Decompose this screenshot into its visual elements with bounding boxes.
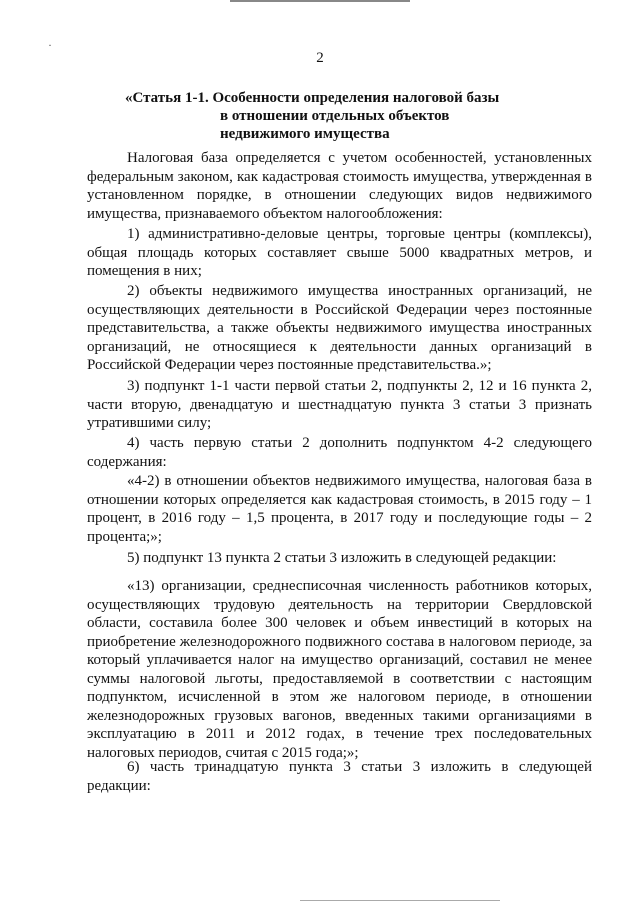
paragraph-item-4: 4) часть первую статьи 2 дополнить подпунктом 4-2 следующего содержания: — [87, 435, 592, 470]
page-number: 2 — [316, 50, 324, 66]
paragraph-item-3: 3) подпункт 1-1 части первой статьи 2, подпункты 2, 12 и 16 пункта 2, части вторую, двенадцатую и шестнадцатую пункта 3 статьи 3 признать утратившими силу; — [87, 378, 592, 431]
heading-line-3: недвижимого имущества — [220, 126, 390, 142]
paragraph-item-6: 6) часть тринадцатую пункта 3 статьи 3 изложить в следующей редакции: — [87, 759, 592, 794]
scan-speck: · — [48, 38, 52, 52]
scan-top-edge — [230, 0, 410, 2]
paragraph-item-4-2: «4-2) в отношении объектов недвижимого имущества, налоговая база в отношении которых определяется как кадастровая стоимость, в 2015 году – 1 процент, в 2016 году – 1,5 процента, в 2017 году и последующие годы – 2 процента;»; — [87, 473, 592, 545]
paragraph-item-2: 2) объекты недвижимого имущества иностранных организаций, не осуществляющих деятельности в Российской Федерации через постоянные представительства, а также объекты недвижимого имущества иностранных организаций, не относящиеся к деятельности данных организаций в Российской Федерации через постоянные представительства.»; — [87, 283, 592, 373]
scan-bottom-edge — [300, 900, 500, 901]
paragraph-item-13: «13) организации, среднесписочная численность работников которых, осуществляющих трудовую деятельность на территории Свердловской области, составила более 300 человек и объем инвестиций в которых на приобретение железнодорожного подвижного состава в налоговом периоде, за который уплачивается налог на имущество организаций, составил не менее суммы налоговой льготы, предоставляемой в соответствии с настоящим подпунктом, исчисленной в этом же налоговом периоде, в отношении железнодорожных грузовых вагонов, введенных такими организациями в эксплуатацию в 2011 и 2012 годах, в течение трех последовательных налоговых периодов, считая с 2015 года;»; — [87, 578, 592, 761]
article-heading — [125, 89, 595, 143]
paragraph-intro: Налоговая база определяется с учетом особенностей, установленных федеральным законом, как кадастровая стоимость имущества, утвержденная в установленном порядке, в отношении следующих видов недвижимого имущества, признаваемого объектом налогообложения: — [87, 150, 592, 222]
heading-line-2: в отношении отдельных объектов — [220, 108, 450, 124]
paragraph-item-1: 1) административно-деловые центры, торговые центры (комплексы), общая площадь которых составляет свыше 5000 квадратных метров, и помещения в них; — [87, 226, 592, 279]
paragraph-item-5: 5) подпункт 13 пункта 2 статьи 3 изложить в следующей редакции: — [127, 550, 557, 566]
heading-line-1: «Статья 1-1. Особенности определения налоговой базы — [125, 90, 500, 106]
